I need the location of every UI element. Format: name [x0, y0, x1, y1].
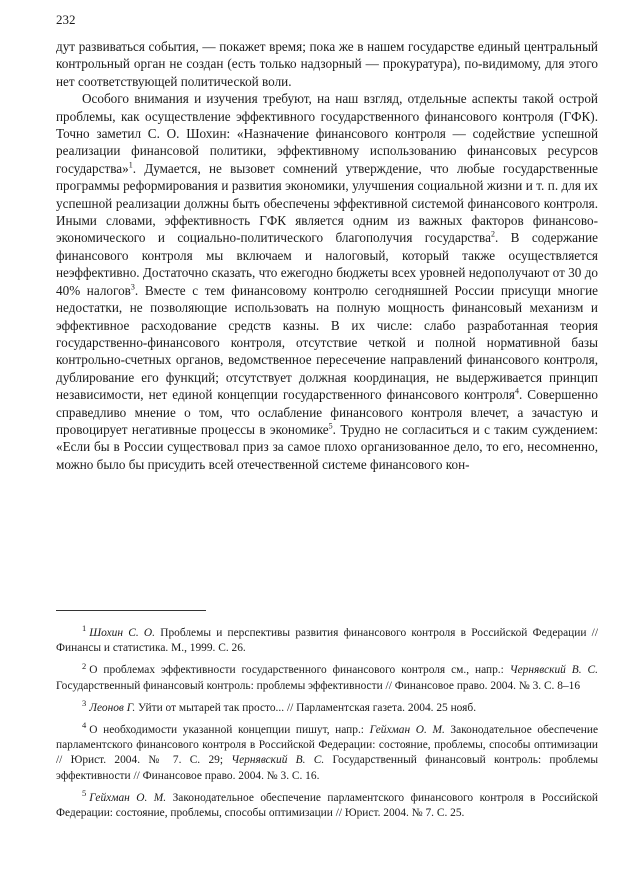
paragraph [56, 38, 598, 90]
footnote [56, 660, 598, 693]
text-run: Государственный финансовый контроль: проблемы эффективности // Финансовое право. 2004. № 3. С. 8–16 [56, 679, 581, 692]
text-run: О проблемах эффективности государственного финансового контроля см., напр.: [89, 664, 510, 677]
footnote [56, 720, 599, 784]
text-run: О необходимости указанной концепции пишут, напр.: [89, 724, 370, 737]
author-name: Леонов Г. [89, 701, 136, 714]
footnote-ref: 1 [128, 160, 133, 170]
author-name: Гейхман О. М. [369, 724, 445, 737]
author-name: Гейхман О. М. [89, 791, 167, 804]
text-run: Уйти от мытарей так просто... // Парламентская газета. 2004. 25 нояб. [135, 701, 477, 714]
text-run: . Вместе с тем финансовому контролю сегодняшней России присущи многие недостатки, не позволяющие использовать на полную мощность финансовый механизм и эффективное расходование средств казны. В их числе: слабо разработанная теория государственно-финансового контроля, отсутствие четкой и полной нормативной базы контрольно-счетных органов, ведомственное пересечение направлений финансового контроля, дублирование его функций; отсутствует должная координация, не выдерживается принцип независимости, нет единой концепции государственного финансового контроля [56, 282, 598, 403]
text-run: Законодательное обеспечение парламентского финансового контроля в Российской Федерации: состояние, проблемы, способы оптимизации // Юрист. 2004. № 7. С. 25. [56, 791, 599, 820]
text-run: Особого внимания и изучения требуют, на наш взгляд, отдельные аспекты такой острой проблемы, как осуществление эффективного государственного финансового контроля (ГФК). Точно заметил С. О. Шохин: «Назначение финансового контроля — содействие успешной реализации финансовой политики, эффективному использованию финансовых ресурсов государства» [56, 91, 598, 176]
footnote-ref: 5 [328, 421, 333, 431]
footnotes [56, 623, 599, 828]
text-run: Государственный финансовый контроль: проблемы эффективности // Финансовое право. 2004. № 3. С. 16. [56, 754, 598, 782]
text-run: . В содержание финансового контроля мы включаем и налоговый, который также осуществляется неэффективно. Достаточно сказать, что ежегодно бюджеты всех уровней недополучают от 30 до 40% налогов [56, 230, 598, 298]
footnote [56, 623, 598, 656]
footnote-number: 2 [82, 660, 87, 671]
text-run: . Совершенно справедливо мнение о том, что ослабление финансового контроля влечет, а зачастую и провоцирует негативные процессы в экономике [56, 387, 599, 437]
footnote [56, 698, 598, 716]
footnote-ref: 3 [130, 282, 135, 292]
footnote-rule [56, 610, 206, 611]
author-name: Шохин С. О. [89, 627, 155, 639]
footnote [56, 788, 599, 821]
text-run: Проблемы и перспективы развития финансового контроля в Российской Федерации // Финансы и статистика. М., 1999. С. 26. [56, 627, 598, 655]
text-run: дут развиваться события, — покажет время; пока же в нашем государстве единый центральный контрольный орган не создан (есть только надзорный — прокуратура), по-видимому, для этого нет соответствующей политической воли. [56, 39, 598, 89]
footnote-number: 4 [82, 720, 87, 731]
author-name: Чернявский В. С. [231, 754, 325, 767]
footnote-number: 5 [82, 788, 87, 799]
text-run: . Трудно не согласиться и с таким суждением: «Если бы в России существовал приз за самое плохо организованное дело, то его, несомненно, можно было бы присудить всей отечественной системе финансового кон- [56, 421, 599, 472]
footnote-number: 3 [82, 698, 87, 709]
author-name: Чернявский В. С. [509, 664, 598, 677]
footnote-number: 1 [82, 623, 87, 634]
footnote-ref: 2 [490, 230, 495, 240]
paragraph [56, 90, 598, 473]
body-text [56, 38, 598, 473]
text-run: Законодательное обеспечение парламентского финансового контроля в Российской Федерации: состояние, проблемы, способы оптимизации // Юрист. 2004. № 7. С. 29; [56, 724, 599, 767]
text-run: . Думается, не вызовет сомнений утверждение, что любые государственные программы реформирования и развития экономики, улучшения социальной жизни и т. п. для их успешной реализации должны быть обеспечены эффективной системой финансового контроля. Иными словами, эффективность ГФК является одним из важных факторов финансово-экономического и социально-политического благополучия государства [56, 160, 598, 246]
footnote-ref: 4 [515, 386, 519, 396]
page-number: 232 [56, 12, 76, 27]
